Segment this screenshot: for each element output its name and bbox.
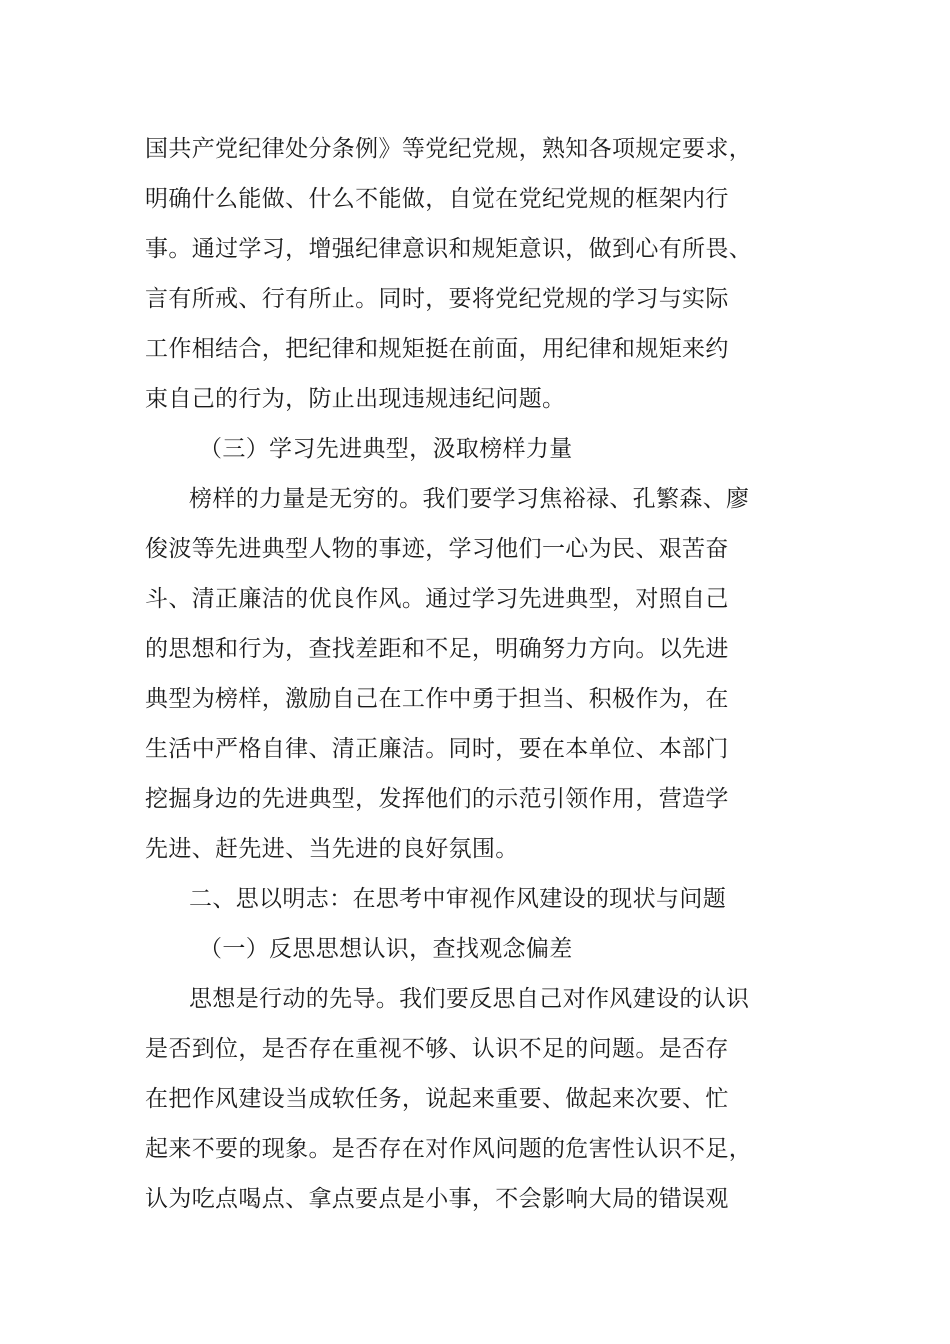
subheading-3: （三）学习先进典型，汲取榜样力量 xyxy=(199,436,573,462)
text-line: 认为吃点喝点、拿点要点是小事，不会影响大局的错误观 xyxy=(145,1186,729,1212)
text-line: 挖掘身边的先进典型，发挥他们的示范引领作用，营造学 xyxy=(145,786,729,812)
text-line: 事。通过学习，增强纪律意识和规矩意识，做到心有所畏、 xyxy=(145,236,753,262)
text-line: 先进、赶先进、当先进的良好氛围。 xyxy=(145,836,519,862)
section-heading-2: 二、思以明志：在思考中审视作风建设的现状与问题 xyxy=(189,886,727,912)
text-line: 斗、清正廉洁的优良作风。通过学习先进典型，对照自己 xyxy=(145,586,729,612)
text-line: 明确什么能做、什么不能做，自觉在党纪党规的框架内行 xyxy=(145,186,729,212)
subheading-1: （一）反思思想认识，查找观念偏差 xyxy=(199,936,573,962)
text-line: 束自己的行为，防止出现违规违纪问题。 xyxy=(145,386,566,412)
text-line: 俊波等先进典型人物的事迹，学习他们一心为民、艰苦奋 xyxy=(145,536,729,562)
text-line: 起来不要的现象。是否存在对作风问题的危害性认识不足， xyxy=(145,1136,753,1162)
text-line: 在把作风建设当成软任务，说起来重要、做起来次要、忙 xyxy=(145,1086,729,1112)
text-line: 言有所戒、行有所止。同时，要将党纪党规的学习与实际 xyxy=(145,286,729,312)
text-line: 工作相结合，把纪律和规矩挺在前面，用纪律和规矩来约 xyxy=(145,336,729,362)
document-body xyxy=(145,124,810,1224)
text-line: 的思想和行为，查找差距和不足，明确努力方向。以先进 xyxy=(145,636,729,662)
text-line: 国共产党纪律处分条例》等党纪党规，熟知各项规定要求， xyxy=(145,136,753,162)
paragraph-start: 思想是行动的先导。我们要反思自己对作风建设的认识 xyxy=(189,986,750,1012)
text-line: 生活中严格自律、清正廉洁。同时，要在本单位、本部门 xyxy=(145,736,729,762)
text-line: 是否到位，是否存在重视不够、认识不足的问题。是否存 xyxy=(145,1036,729,1062)
paragraph-start: 榜样的力量是无穷的。我们要学习焦裕禄、孔繁森、廖 xyxy=(189,486,750,512)
text-line: 典型为榜样，激励自己在工作中勇于担当、积极作为，在 xyxy=(145,686,729,712)
